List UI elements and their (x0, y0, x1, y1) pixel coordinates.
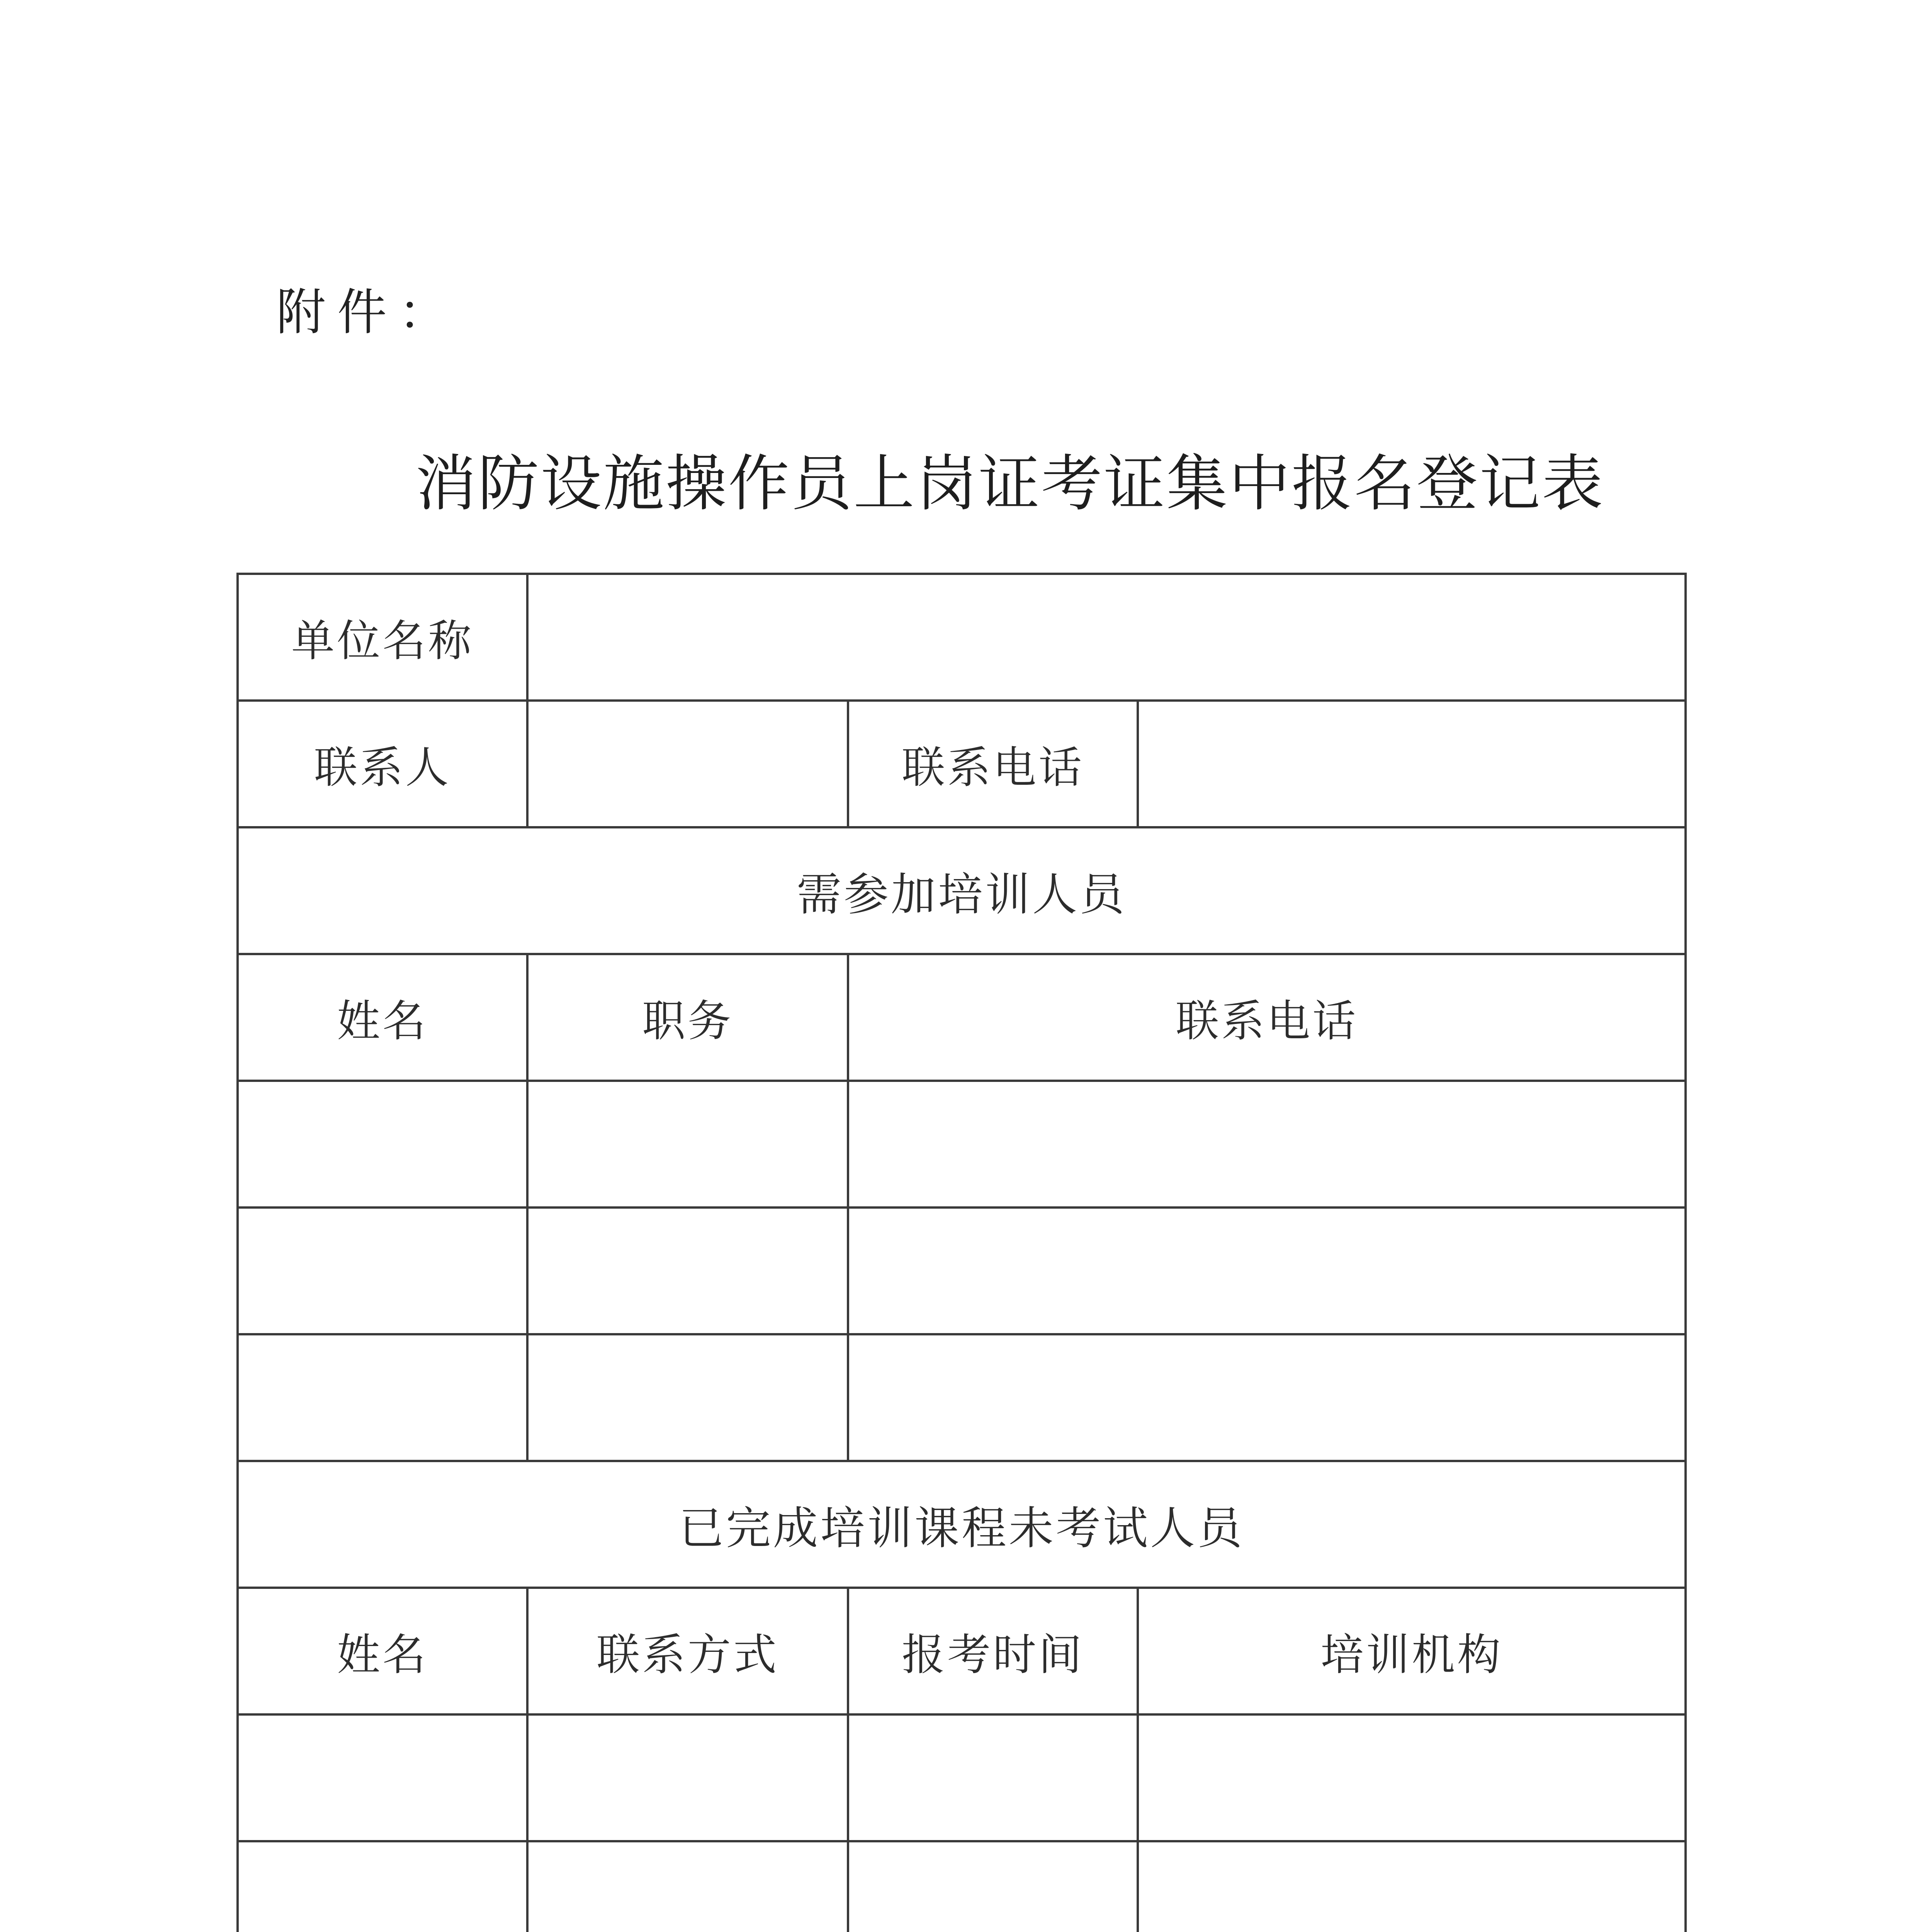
training-col-position: 职务 (527, 954, 848, 1081)
training-position-cell[interactable] (527, 1334, 848, 1461)
training-header-row (238, 954, 1686, 1081)
training-col-name: 姓名 (238, 954, 527, 1081)
completed-contact-cell[interactable] (527, 1841, 848, 1932)
training-section-heading: 需参加培训人员 (238, 827, 1686, 954)
unit-name-label: 单位名称 (238, 574, 527, 701)
completed-name-cell[interactable] (238, 1714, 527, 1841)
attachment-label: 附件： (276, 284, 460, 341)
contact-person-label: 联系人 (238, 701, 527, 827)
unit-name-field[interactable] (527, 574, 1686, 701)
completed-institution-cell[interactable] (1138, 1841, 1686, 1932)
completed-col-exam-time: 报考时间 (848, 1588, 1138, 1714)
completed-exam-time-cell[interactable] (848, 1714, 1138, 1841)
unit-name-row (238, 574, 1686, 701)
training-phone-cell[interactable] (848, 1208, 1686, 1334)
completed-col-name: 姓名 (238, 1588, 527, 1714)
completed-row (238, 1841, 1686, 1932)
completed-col-contact: 联系方式 (527, 1588, 848, 1714)
contact-phone-label: 联系电话 (848, 701, 1138, 827)
training-row (238, 1081, 1686, 1208)
training-row (238, 1208, 1686, 1334)
completed-col-institution: 培训机构 (1138, 1588, 1686, 1714)
contact-person-field[interactable] (527, 701, 848, 827)
training-name-cell[interactable] (238, 1208, 527, 1334)
completed-name-cell[interactable] (238, 1841, 527, 1932)
completed-header-row (238, 1588, 1686, 1714)
training-col-phone: 联系电话 (848, 954, 1686, 1081)
document-title: 消防设施操作员上岗证考证集中报名登记表 (415, 448, 1604, 519)
contact-phone-field[interactable] (1138, 701, 1686, 827)
completed-section-heading-row (238, 1461, 1686, 1588)
training-position-cell[interactable] (527, 1208, 848, 1334)
contact-row (238, 701, 1686, 827)
training-name-cell[interactable] (238, 1081, 527, 1208)
training-section-heading-row (238, 827, 1686, 954)
training-row (238, 1334, 1686, 1461)
training-name-cell[interactable] (238, 1334, 527, 1461)
completed-institution-cell[interactable] (1138, 1714, 1686, 1841)
registration-table (236, 573, 1687, 1932)
completed-contact-cell[interactable] (527, 1714, 848, 1841)
training-phone-cell[interactable] (848, 1081, 1686, 1208)
completed-row (238, 1714, 1686, 1841)
training-phone-cell[interactable] (848, 1334, 1686, 1461)
training-position-cell[interactable] (527, 1081, 848, 1208)
completed-exam-time-cell[interactable] (848, 1841, 1138, 1932)
completed-section-heading: 已完成培训课程未考试人员 (238, 1461, 1686, 1588)
